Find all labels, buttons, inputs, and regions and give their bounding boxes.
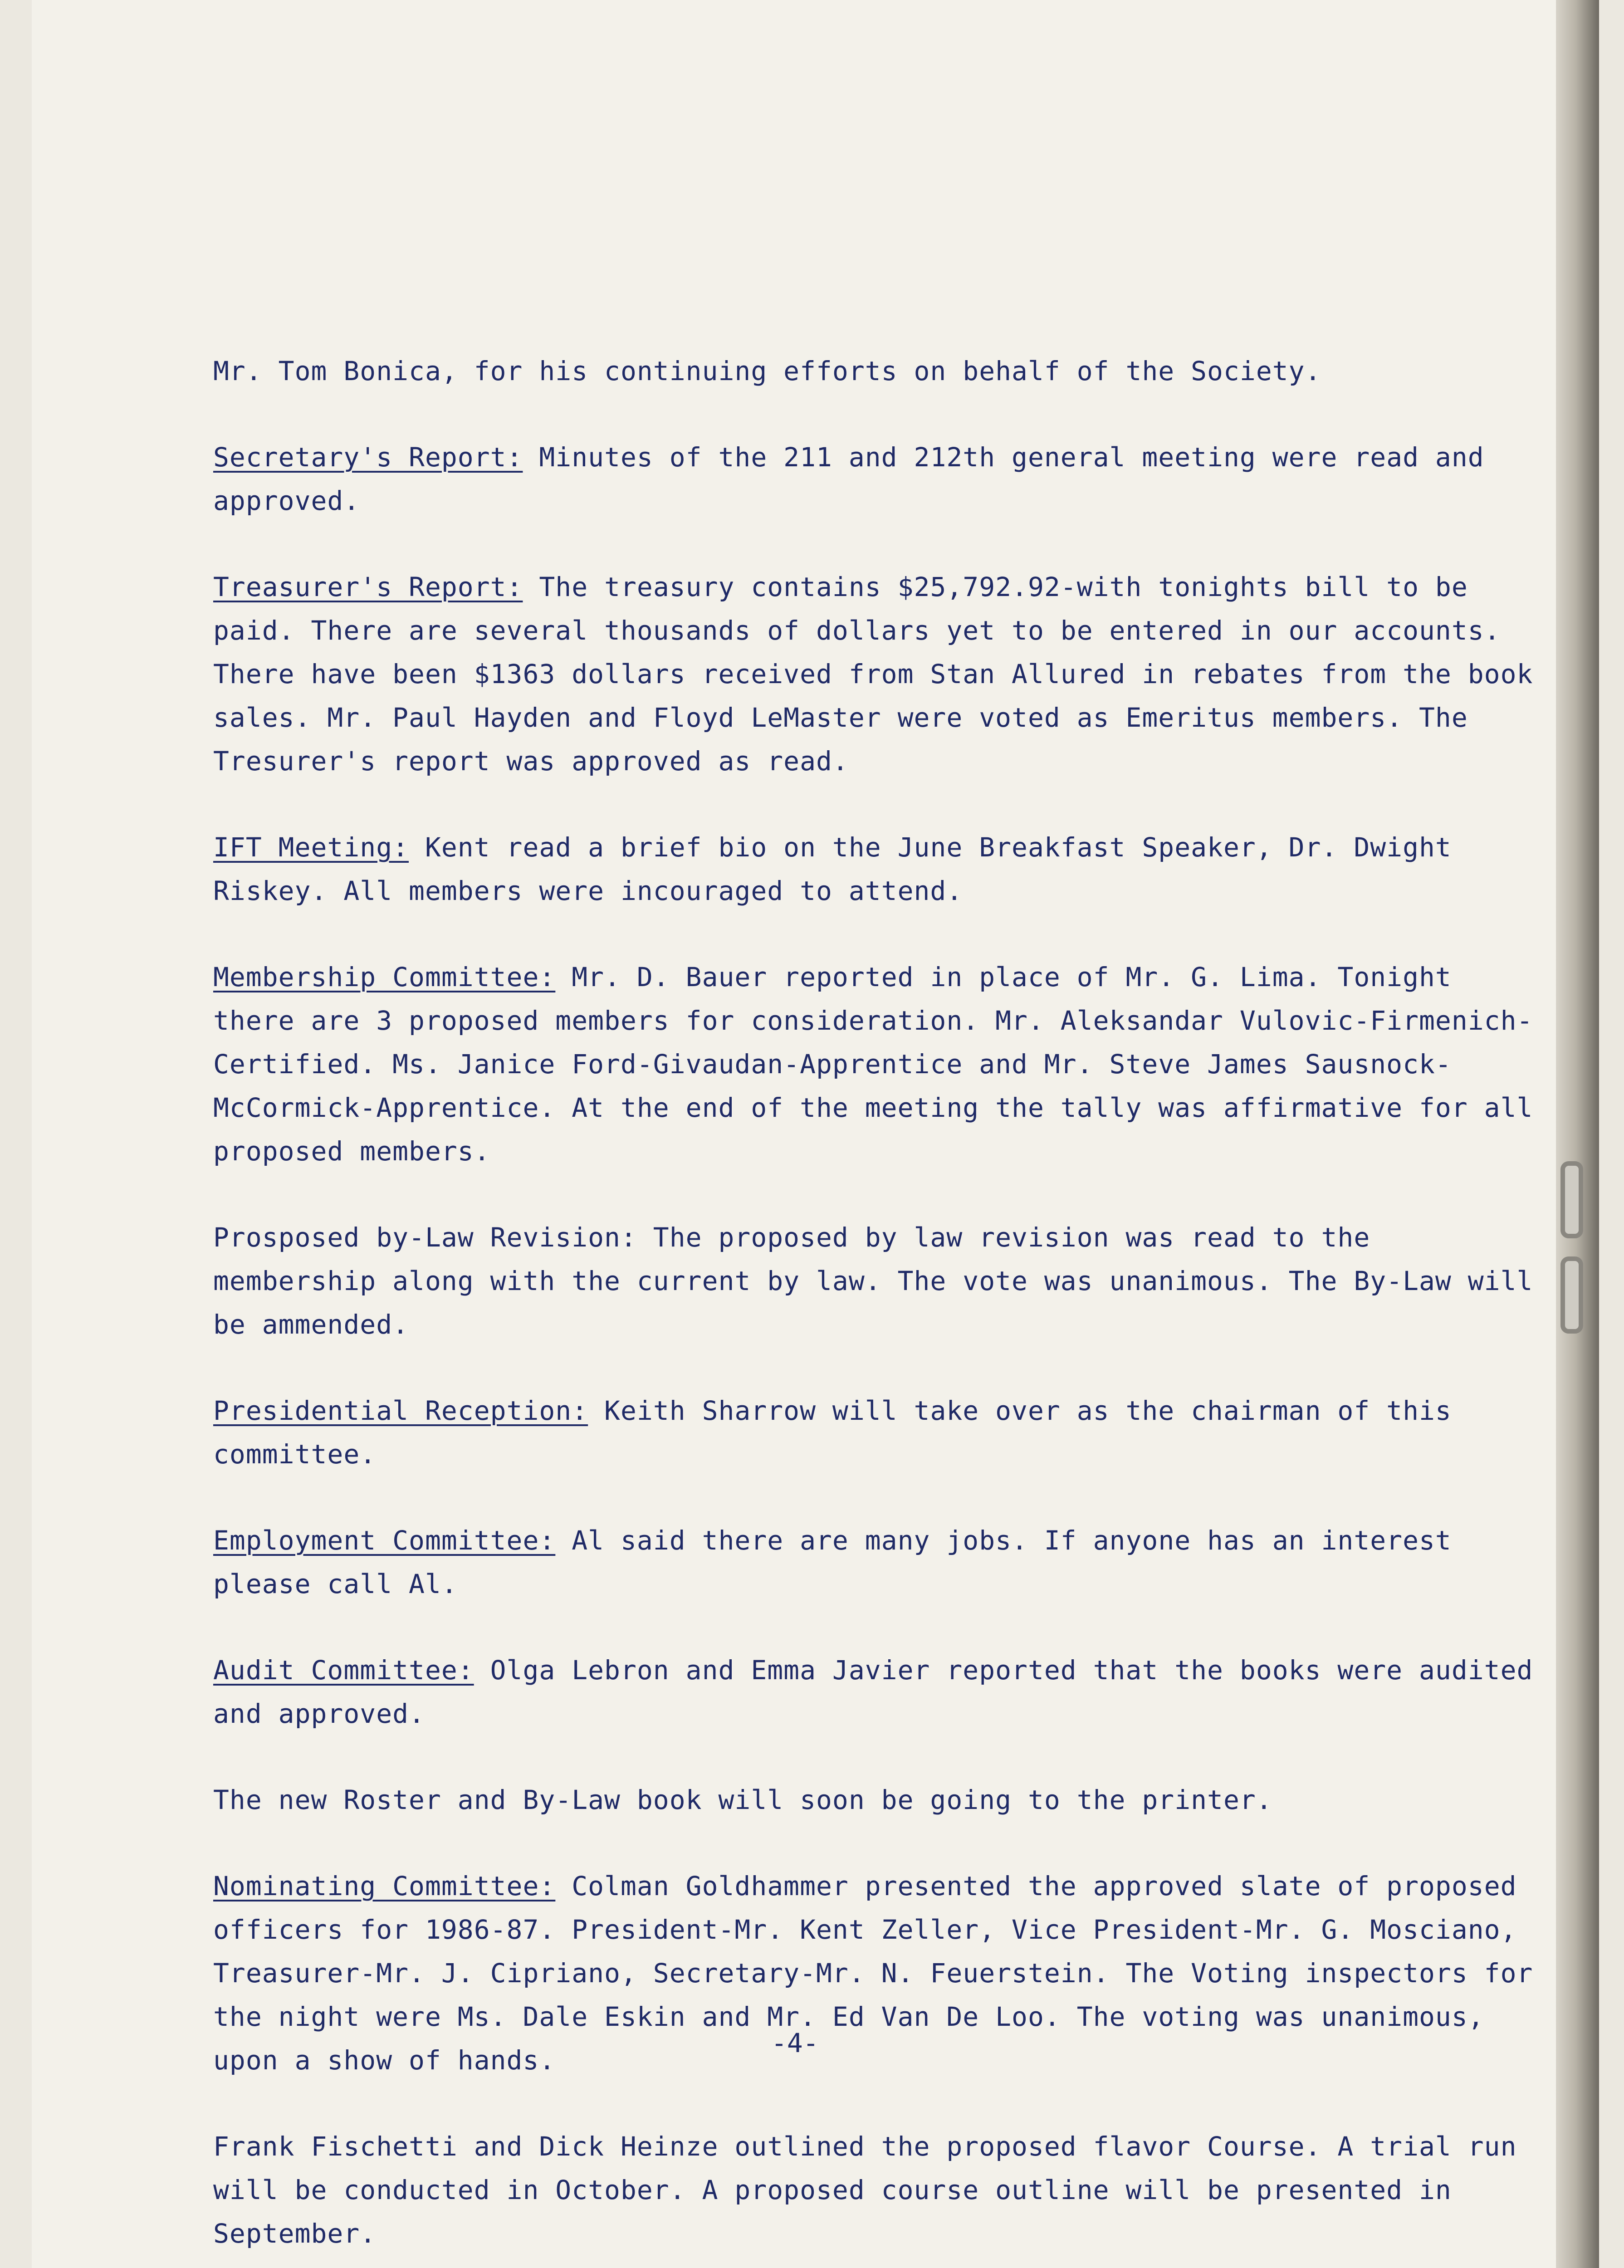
paragraph-text: Olga Lebron and Emma Javier reported that the books were audited and approved. xyxy=(213,1655,1533,1729)
paragraph-membership-committee xyxy=(213,955,1542,1173)
section-heading: Audit Committee: xyxy=(213,1655,474,1686)
paragraph-secretary-report xyxy=(213,435,1542,523)
paragraph-flavor-course xyxy=(213,2125,1542,2255)
paragraph-text: The treasury contains $25,792.92-with tonights bill to be paid. There are several thousands of dollars yet to be entered in our accounts. There have been $1363 dollars received from Stan Allured in rebates from the book sales. Mr. Paul Hayden and Floyd LeMaster were voted as Emeritus members. The Tresurer's report was approved as read. xyxy=(213,572,1533,777)
paragraph-text: The new Roster and By-Law book will soon be going to the printer. xyxy=(213,1784,1272,1815)
paragraph-text: Al said there are many jobs. If anyone has an interest please call Al. xyxy=(213,1525,1452,1599)
section-heading: Presidential Reception: xyxy=(213,1395,588,1426)
paragraph-text: Mr. D. Bauer reported in place of Mr. G. Lima. Tonight there are 3 proposed members for consideration. Mr. Aleksandar Vulovic-Firmenich-Certified. Ms. Janice Ford-Givaudan-Apprentice and Mr. Steve James Sausnock-McCormick-Apprentice. At the end of the meeting the tally was affirmative for all proposed members. xyxy=(213,962,1533,1167)
section-heading: Nominating Committee: xyxy=(213,1871,556,1901)
paragraph-nominating-committee xyxy=(213,1864,1542,2082)
paragraph-text: Prosposed by-Law Revision: The proposed by law revision was read to the membership along with the current by law. The vote was unanimous. The By-Law will be ammended. xyxy=(213,1222,1533,1340)
paragraph-text: Frank Fischetti and Dick Heinze outlined the proposed flavor Course. A trial run will be conducted in October. A proposed course outline will be presented in September. xyxy=(213,2131,1517,2249)
binder-clip-bottom xyxy=(1560,1256,1583,1334)
paragraph-audit-committee xyxy=(213,1648,1542,1735)
paragraph-text: Mr. Tom Bonica, for his continuing efforts on behalf of the Society. xyxy=(213,356,1321,386)
paragraph-roster xyxy=(213,1778,1542,1822)
section-heading: Secretary's Report: xyxy=(213,442,523,473)
paragraph-text: Keith Sharrow will take over as the chairman of this committee. xyxy=(213,1395,1452,1470)
paragraph-thanks xyxy=(213,349,1542,393)
paragraph-employment-committee xyxy=(213,1519,1542,1606)
page-number: -4- xyxy=(771,2028,819,2058)
minutes-body xyxy=(213,349,1542,2268)
page-fold-shadow xyxy=(1556,0,1599,2268)
paragraph-treasurer-report xyxy=(213,565,1542,783)
section-heading: Employment Committee: xyxy=(213,1525,556,1556)
section-heading: Treasurer's Report: xyxy=(213,572,523,602)
binder-clip-top xyxy=(1560,1161,1583,1238)
paragraph-text: Colman Goldhammer presented the approved slate of proposed officers for 1986-87. President-Mr. Kent Zeller, Vice President-Mr. G. Mosciano, Treasurer-Mr. J. Cipriano, Secretary-Mr. N. Feuerstein. The Voting inspectors for the night were Ms. Dale Eskin and Mr. Ed Van De Loo. The voting was unanimous, upon a show of hands. xyxy=(213,1871,1533,2076)
paragraph-bylaw-revision xyxy=(213,1216,1542,1346)
paragraph-presidential-reception xyxy=(213,1389,1542,1476)
paragraph-ift-meeting xyxy=(213,826,1542,913)
section-heading: Membership Committee: xyxy=(213,962,556,992)
section-heading: IFT Meeting: xyxy=(213,832,409,863)
paragraph-text: Minutes of the 211 and 212th general meeting were read and approved. xyxy=(213,442,1484,516)
paragraph-text: Kent read a brief bio on the June Breakfast Speaker, Dr. Dwight Riskey. All members were incouraged to attend. xyxy=(213,832,1452,906)
